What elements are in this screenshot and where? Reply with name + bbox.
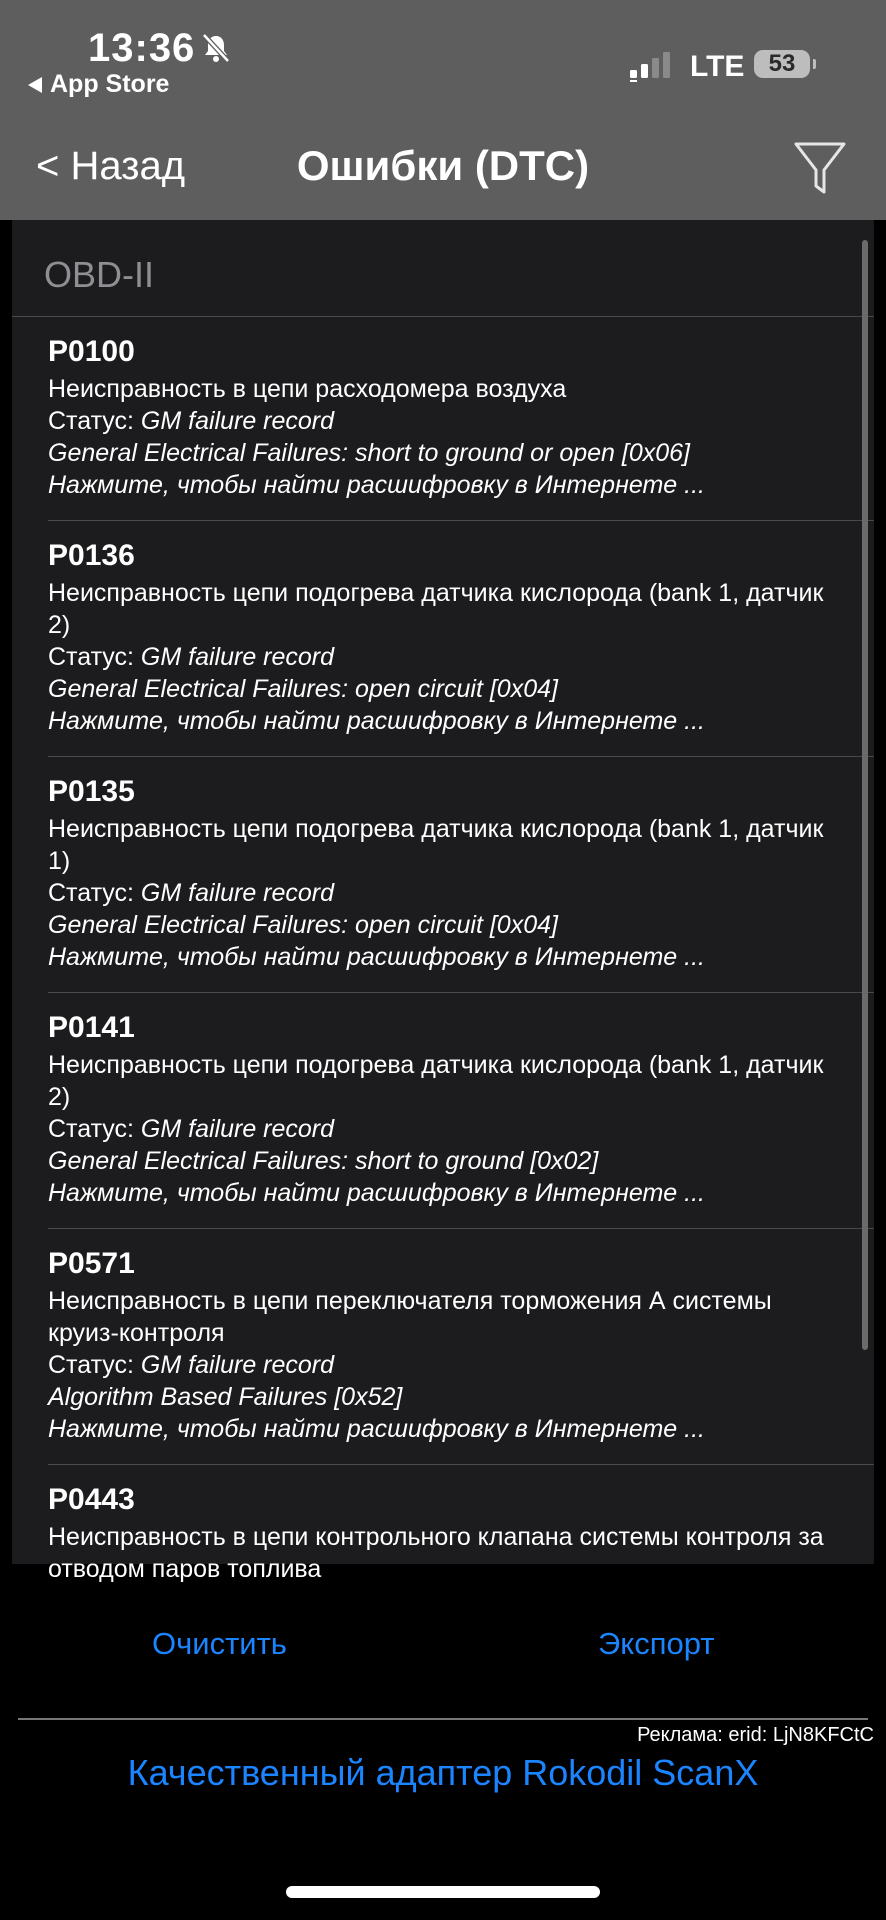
dtc-code: P0141 (48, 1011, 135, 1044)
export-button[interactable]: Экспорт (598, 1626, 715, 1661)
dtc-failure: General Electrical Failures: open circuit [0x04] (48, 675, 558, 703)
status-label: Статус: (48, 1115, 141, 1143)
dtc-item[interactable] (12, 757, 874, 993)
bell-slash-icon (200, 32, 232, 64)
status-value: GM failure record (140, 1351, 335, 1379)
dtc-description: Неисправность цепи подогрева датчика кислорода (bank 1, датчик 2) (48, 579, 824, 639)
ad-link[interactable]: Качественный адаптер Rokodil ScanX (127, 1752, 759, 1793)
clear-button[interactable]: Очистить (152, 1626, 287, 1661)
dtc-description: Неисправность в цепи переключателя торможения А системы круиз-контроля (48, 1287, 772, 1347)
dtc-failure: General Electrical Failures: open circuit [0x04] (48, 911, 558, 939)
status-time: 13:36 (88, 26, 196, 70)
dtc-search-hint: Нажмите, чтобы найти расшифровку в Интернете ... (48, 943, 705, 971)
status-value: GM failure record (140, 643, 335, 671)
status-value: GM failure record (140, 407, 335, 435)
back-triangle-icon (28, 77, 42, 93)
network-type: LTE (690, 50, 745, 83)
status-value: GM failure record (140, 1115, 335, 1143)
dtc-items (12, 317, 874, 1605)
dtc-list[interactable] (12, 220, 874, 1583)
status-label: Статус: (48, 643, 141, 671)
divider (18, 1718, 868, 1720)
dtc-code: P0135 (48, 775, 135, 808)
dtc-code: P0100 (48, 335, 135, 368)
dtc-code: P0571 (48, 1247, 135, 1280)
filter-icon[interactable] (792, 140, 848, 198)
dtc-item[interactable] (12, 1229, 874, 1465)
dtc-description: Неисправность цепи подогрева датчика кислорода (bank 1, датчик 1) (48, 815, 824, 875)
page-title: Ошибки (DTC) (296, 142, 590, 189)
dtc-status (48, 877, 874, 909)
dtc-search-hint: Нажмите, чтобы найти расшифровку в Интернете ... (48, 1179, 705, 1207)
status-label: Статус: (48, 407, 141, 435)
dtc-description: Неисправность в цепи расходомера воздуха (48, 375, 567, 403)
dtc-status (48, 1113, 874, 1145)
dtc-search-hint: Нажмите, чтобы найти расшифровку в Интернете ... (48, 1415, 705, 1443)
dtc-item[interactable] (12, 317, 874, 521)
battery-level: 53 (768, 50, 796, 77)
dtc-description: Неисправность цепи подогрева датчика кислорода (bank 1, датчик 2) (48, 1051, 824, 1111)
back-button[interactable]: < Назад (36, 144, 186, 188)
section-title: OBD-II (44, 254, 155, 295)
status-label: Статус: (48, 1351, 141, 1379)
dtc-code: P0443 (48, 1483, 135, 1516)
dtc-failure: Algorithm Based Failures [0x52] (48, 1383, 403, 1411)
cellular-signal-icon (630, 52, 676, 82)
dtc-search-hint: Нажмите, чтобы найти расшифровку в Интернете ... (48, 471, 705, 499)
dtc-code: P0136 (48, 539, 135, 572)
dtc-search-hint: Нажмите, чтобы найти расшифровку в Интернете ... (48, 707, 705, 735)
dtc-status (48, 1349, 874, 1381)
dtc-item[interactable] (12, 521, 874, 757)
status-value: GM failure record (140, 879, 335, 907)
dtc-description: Неисправность в цепи контрольного клапана системы контроля за отводом паров топлива (48, 1523, 824, 1583)
dtc-status (48, 405, 874, 437)
dtc-failure: General Electrical Failures: short to ground or open [0x06] (48, 439, 691, 467)
top-bar (0, 0, 886, 220)
home-indicator[interactable] (286, 1886, 600, 1898)
dtc-failure: General Electrical Failures: short to ground [0x02] (48, 1147, 599, 1175)
dtc-item[interactable] (12, 993, 874, 1229)
ad-label: Реклама: erid: LjN8KFCtC (637, 1724, 874, 1746)
section-header (12, 220, 874, 316)
back-to-app-store[interactable] (28, 70, 169, 99)
back-app-label: App Store (50, 70, 170, 98)
scrollbar[interactable] (862, 240, 868, 1350)
dtc-item[interactable] (12, 1465, 874, 1605)
battery-icon (754, 50, 810, 78)
status-label: Статус: (48, 879, 141, 907)
bottom-toolbar (0, 1600, 886, 1680)
dtc-status (48, 641, 874, 673)
